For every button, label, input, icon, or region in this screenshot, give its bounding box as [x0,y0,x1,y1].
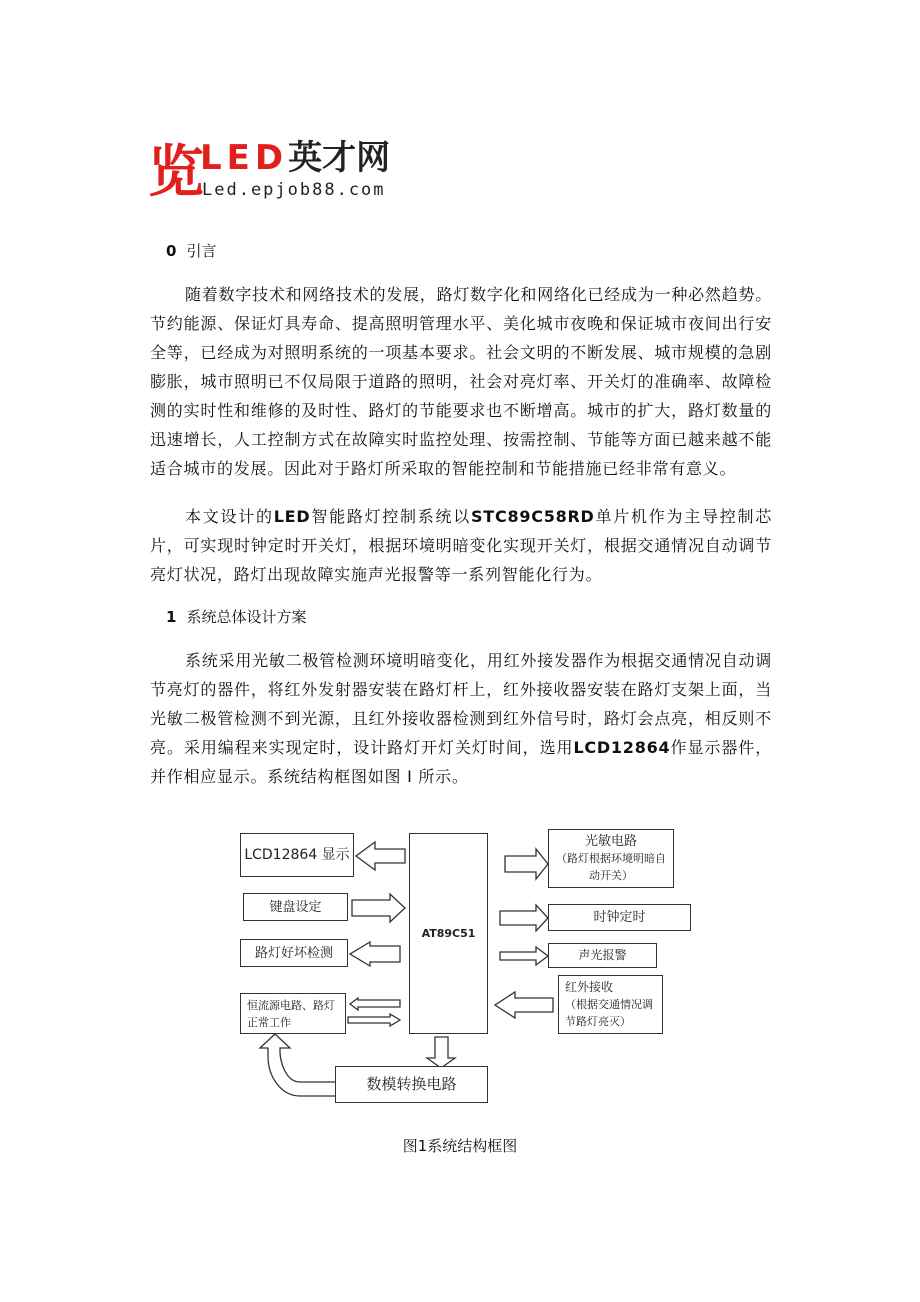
alarm-block: 声光报警 [548,943,657,968]
section-heading-0: 0 引言 [166,242,217,260]
system-block-diagram [230,820,700,1110]
arrow-to-fault-detect [350,942,400,966]
paragraph-scheme: 系统采用光敏二极管检测环境明暗变化，用红外接发器作为根据交通情况自动调节亮灯的器件，将红外发射器安装在路灯杆上，红外接收器安装在路灯支架上面，当光敏二极管检测不到光源，且红外接收器检测到红外信号时，路灯会点亮，相反则不亮。采用编程来实现定时，设计路灯开灯关灯时间，选用LCD12864作显示器件，并作相应显示。系统结构框图如图 I 所示。 [150,651,772,786]
arrow-to-light-sensor [505,849,548,879]
dac-block: 数模转换电路 [335,1066,488,1103]
paragraph-intro: 随着数字技术和网络技术的发展，路灯数字化和网络化已经成为一种必然趋势。节约能源、保证灯具寿命、提高照明管理水平、美化城市夜晚和保证城市夜间出行安全等，已经成为对照明系统的一项基本要求。社会文明的不断发展、城市规模的急剧膨胀，城市照明已不仅局限于道路的照明，社会对亮灯率、开关灯的准确率、故障检测的实时性和维修的及时性、路灯的节能要求也不断增高。城市的扩大，路灯数量的迅速增长，人工控制方式在故障实时监控处理、按需控制、节能等方面已越来越不能适合城市的发展。因此对于路灯所采取的智能控制和节能措施已经非常有意义。 [150,285,772,478]
fault-detect-block: 路灯好坏检测 [240,939,348,967]
site-logo [148,134,391,210]
logo-mark: 览 [148,139,204,205]
mcu-block: AT89C51 [409,833,488,1034]
arrow-to-constant-current [350,998,400,1010]
arrow-to-alarm [500,947,548,965]
figure-caption: 图1系统结构框图 [402,1137,518,1155]
arrow-to-lcd [356,842,405,870]
light-sensor-block: 光敏电路 （路灯根据环境明暗自动开关） [548,829,674,888]
constant-current-block: 恒流源电路、路灯正常工作 [240,993,346,1034]
clock-block: 时钟定时 [548,904,691,931]
logo-brand: LED英才网 [200,138,391,178]
arrow-from-ir [495,992,553,1018]
section-heading-1: 1 系统总体设计方案 [166,608,307,626]
ir-receive-block: 红外接收 （根据交通情况调节路灯亮灭） [558,975,663,1034]
logo-url: Led.epjob88.com [202,180,386,200]
lcd-display-block: LCD12864 显示 [240,833,354,877]
arrow-from-constant-current [348,1014,400,1026]
arrow-to-dac [427,1037,455,1068]
paragraph-design: 本文设计的LED智能路灯控制系统以STC89C58RD单片机作为主导控制芯片，可实现时钟定时开关灯，根据环境明暗变化实现开关灯，根据交通情况自动调节亮灯状况，路灯出现故障实施声光报警等一系列智能化行为。 [150,507,772,584]
keyboard-block: 键盘设定 [243,893,348,921]
arrow-from-keyboard [352,894,405,922]
arrow-to-clock [500,905,548,931]
arrow-dac-to-constant-current [260,1034,335,1096]
